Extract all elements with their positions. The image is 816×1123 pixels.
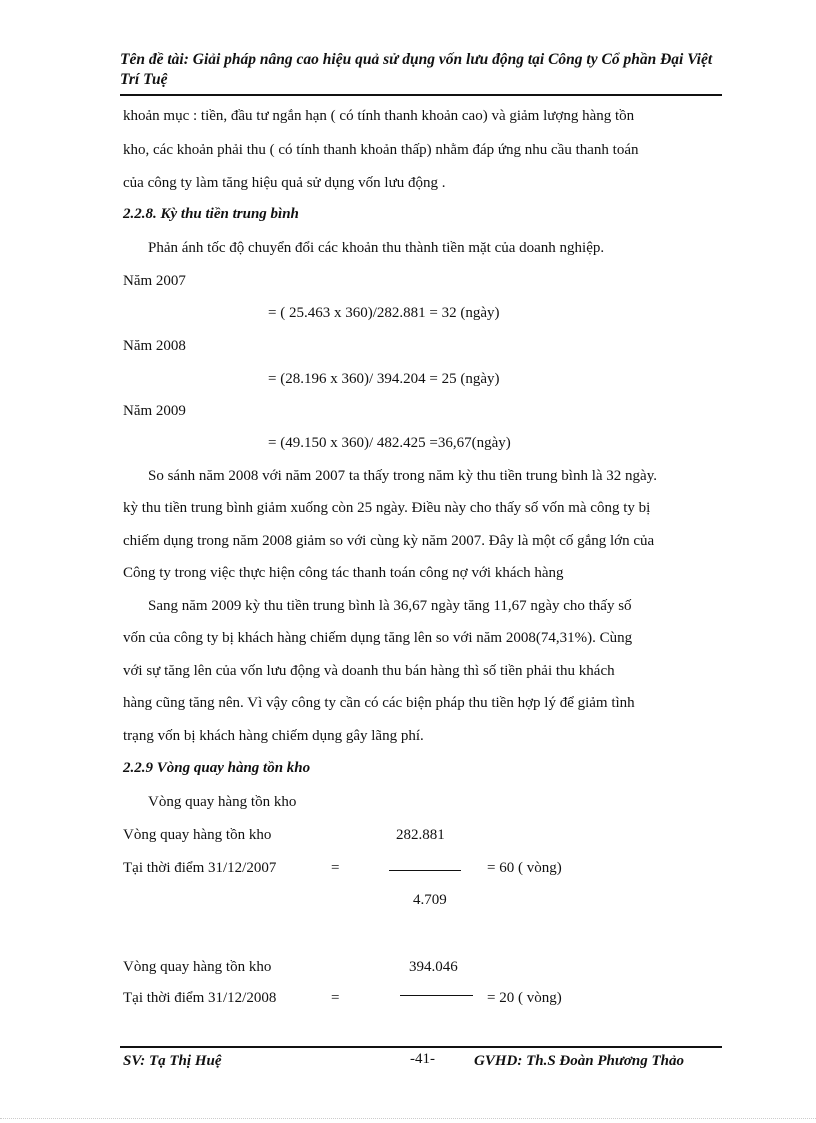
calc-2007-numerator: 282.881 [396,827,445,843]
calc-2007-denominator: 4.709 [413,892,447,908]
year-formula-2009: = (49.150 x 360)/ 482.425 =36,67(ngày) [268,435,511,451]
para2-line-3: với sự tăng lên của vốn lưu động và doanh thu bán hàng thì số tiền phải thu khách [123,663,615,679]
calc-2008-result: = 20 ( vòng) [487,990,562,1006]
year-formula-2008: = (28.196 x 360)/ 394.204 = 25 (ngày) [268,371,500,387]
calc-2008-label-2: Tại thời điểm 31/12/2008 [123,990,277,1006]
intro-line-1: khoản mục : tiền, đầu tư ngắn hạn ( có tính thanh khoản cao) và giảm lượng hàng tồn [123,108,635,124]
footer-advisor: GVHD: Th.S Đoàn Phương Thảo [474,1053,684,1069]
calc-2007-equals: = [331,860,340,876]
calc-2008-fraction-bar [400,995,473,996]
section-229-intro: Vòng quay hàng tồn kho [148,794,297,810]
header-rule [120,94,722,96]
intro-line-2: kho, các khoản phải thu ( có tính thanh khoản thấp) nhằm đáp ứng nhu cầu thanh toán [123,142,639,158]
para1-line-2: kỳ thu tiền trung bình giảm xuống còn 25 ngày. Điều này cho thấy số vốn mà công ty bị [123,500,651,516]
footer-student: SV: Tạ Thị Huệ [123,1053,222,1069]
calc-2007-label-1: Vòng quay hàng tồn kho [123,827,272,843]
header-title: Tên đề tài: Giải pháp nâng cao hiệu quả sử dụng vốn lưu động tại Công ty Cổ phần Đại Việt Trí Tuệ [120,51,713,88]
calc-2008-numerator: 394.046 [409,959,458,975]
para2-line-4: hàng cũng tăng nên. Vì vậy công ty cần có các biện pháp thu tiền hợp lý để giảm tình [123,695,635,711]
para1-line-4: Công ty trong việc thực hiện công tác thanh toán công nợ với khách hàng [123,565,564,581]
calc-2007-label-2: Tại thời điểm 31/12/2007 [123,860,277,876]
footer-page-number: -41- [410,1051,435,1067]
year-formula-2007: = ( 25.463 x 360)/282.881 = 32 (ngày) [268,305,500,321]
intro-line-3: của công ty làm tăng hiệu quả sử dụng vốn lưu động . [123,175,446,191]
page-edge [0,1118,816,1119]
para1-line-3: chiếm dụng trong năm 2008 giảm so với cùng kỳ năm 2007. Đây là một cố gắng lớn của [123,533,655,549]
section-heading-229: 2.2.9 Vòng quay hàng tồn kho [123,760,311,776]
calc-2008-label-1: Vòng quay hàng tồn kho [123,959,272,975]
para2-line-2: vốn của công ty bị khách hàng chiếm dụng tăng lên so với năm 2008(74,31%). Cùng [123,630,633,646]
calc-2008-equals: = [331,990,340,1006]
para2-line-1: Sang năm 2009 kỳ thu tiền trung bình là 36,67 ngày tăng 11,67 ngày cho thấy số [148,598,632,614]
year-label-2009: Năm 2009 [123,403,186,419]
para2-line-5: trạng vốn bị khách hàng chiếm dụng gây lãng phí. [123,728,424,744]
calc-2007-result: = 60 ( vòng) [487,860,562,876]
year-label-2007: Năm 2007 [123,273,186,289]
section-228-intro: Phản ánh tốc độ chuyển đổi các khoản thu thành tiền mặt của doanh nghiệp. [148,240,605,256]
calc-2007-fraction-bar [389,870,461,871]
para1-line-1: So sánh năm 2008 với năm 2007 ta thấy trong năm kỳ thu tiền trung bình là 32 ngày. [148,468,657,484]
section-heading-228: 2.2.8. Kỳ thu tiền trung bình [123,206,299,222]
year-label-2008: Năm 2008 [123,338,186,354]
footer-rule [120,1046,722,1048]
